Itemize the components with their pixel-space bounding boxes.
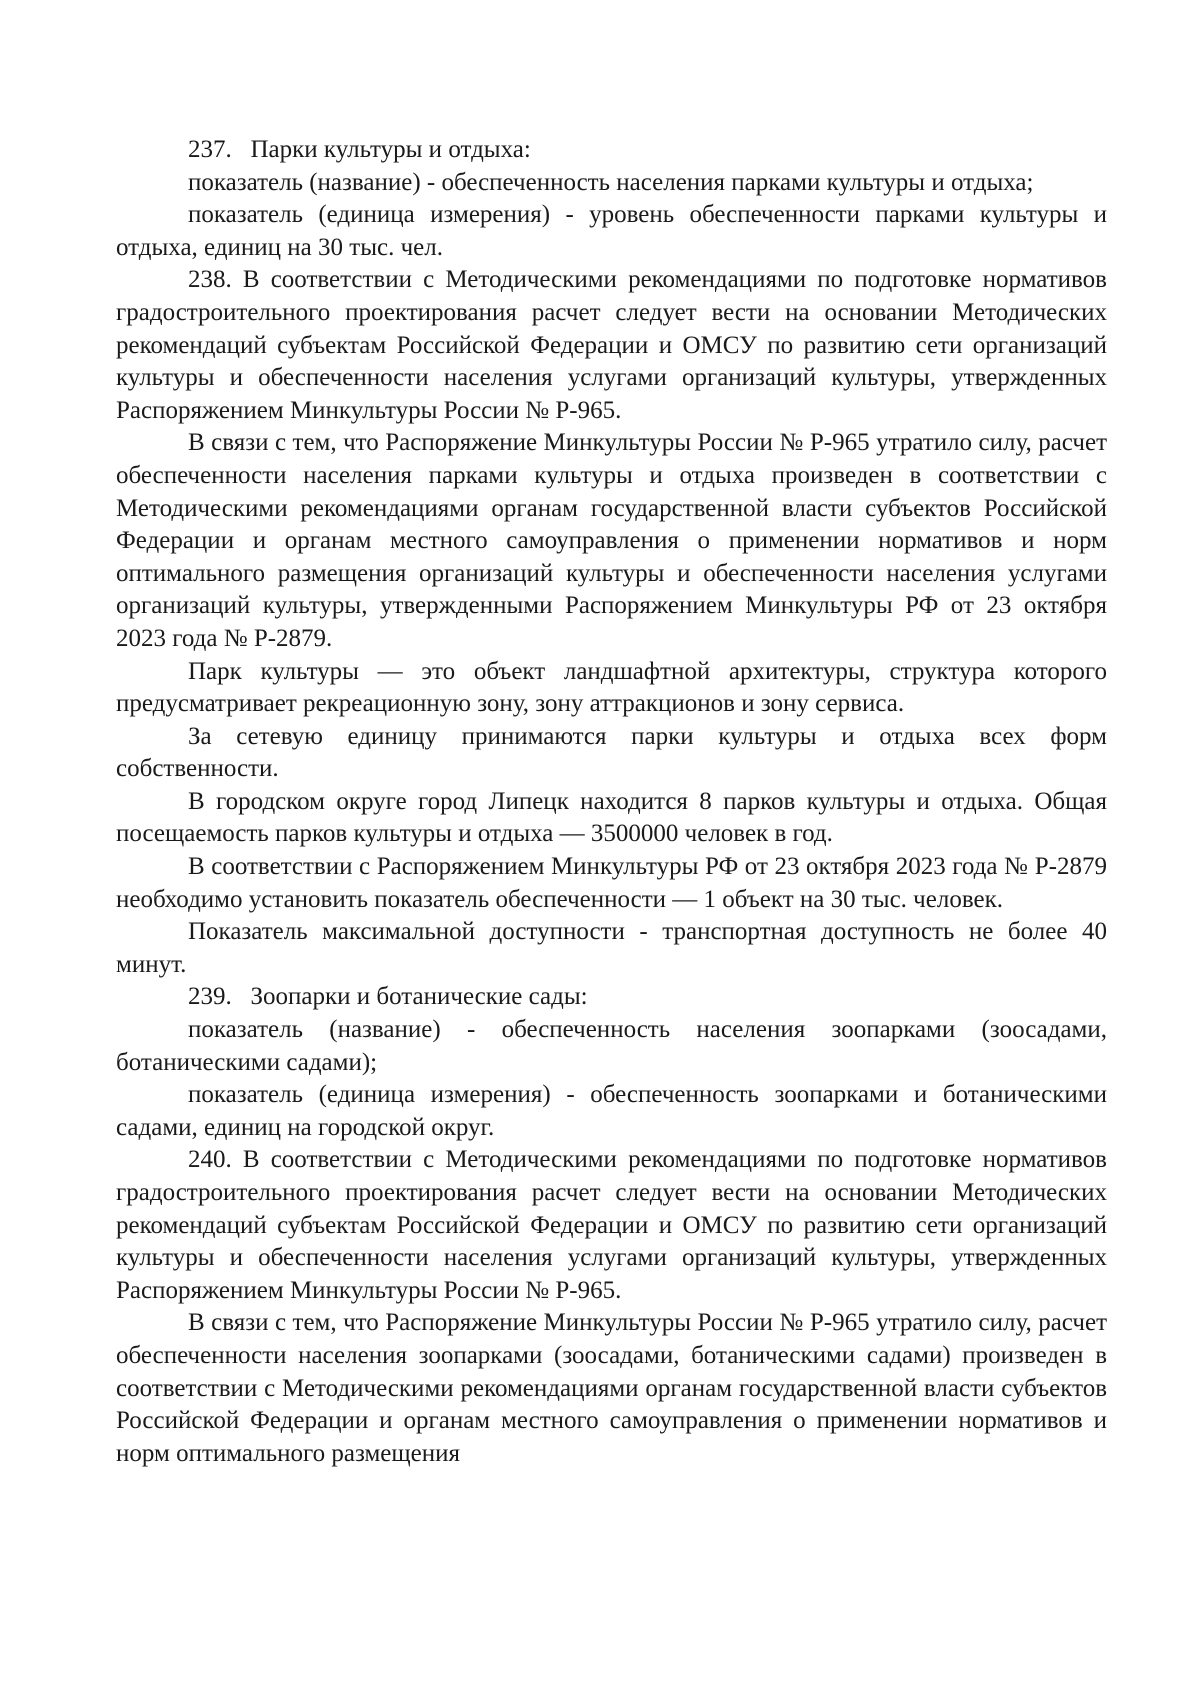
item-240-paragraph: 240. В соответствии с Методическими рекомендациями по подготовке нормативов градостроительного проектирования расчет следует вести на основании Методических рекомендаций субъектам Российской Федерации и ОМСУ по развитию сети организаций культуры и обеспеченности населения услугами организаций культуры, утвержденных Распоряжением Минкультуры России № Р-965. (116, 1146, 1107, 1304)
zoos-calculation-paragraph: В связи с тем, что Распоряжение Минкультуры России № Р-965 утратило силу, расчет обеспеченности населения зоопарками (зоосадами, ботаническими садами) произведен в соответствии с Методическими рекомендациями органам государственной власти субъектов Российской Федерации и органам местного самоуправления о применении нормативов и норм оптимального размещения (116, 1309, 1107, 1467)
max-accessibility-paragraph: Показатель максимальной доступности - транспортная доступность не более 40 минут. (116, 918, 1107, 978)
item-239-indicator-unit: показатель (единица измерения) - обеспеченность зоопарками и ботаническими садами, единиц на городской округ. (116, 1081, 1107, 1141)
parks-calculation-paragraph: В связи с тем, что Распоряжение Минкультуры России № Р-965 утратило силу, расчет обеспеченности населения парками культуры и отдыха произведен в соответствии с Методическими рекомендациями органам государственной власти субъектов Российской Федерации и органам местного самоуправления о применении нормативов и норм оптимального размещения организаций культуры и обеспеченности населения услугами организаций культуры, утвержденными Распоряжением Минкультуры РФ от 23 октября 2023 года № Р-2879. (116, 429, 1107, 652)
document-body (116, 134, 1107, 1470)
lipetsk-parks-paragraph: В городском округе город Липецк находится 8 парков культуры и отдыха. Общая посещаемость парков культуры и отдыха — 3500000 человек в год. (116, 787, 1107, 848)
provision-indicator-paragraph: В соответствии с Распоряжением Минкультуры РФ от 23 октября 2023 года № Р-2879 необходимо установить показатель обеспеченности — 1 объект на 30 тыс. человек. (116, 853, 1107, 913)
item-237-heading: 237. Парки культуры и отдыха: (188, 136, 531, 163)
item-237-indicator-name: показатель (название) - обеспеченность населения парками культуры и отдыха; (188, 168, 1034, 196)
network-unit-paragraph: За сетевую единицу принимаются парки культуры и отдыха всех форм собственности. (116, 722, 1107, 783)
item-239-heading: 239. Зоопарки и ботанические сады: (188, 983, 588, 1011)
park-definition-paragraph: Парк культуры — это объект ландшафтной архитектуры, структура которого предусматривает рекреационную зону, зону аттракционов и зону сервиса. (116, 657, 1107, 718)
item-239-indicator-name: показатель (название) - обеспеченность населения зоопарками (зоосадами, ботаническими садами); (116, 1016, 1107, 1076)
item-237-indicator-unit: показатель (единица измерения) - уровень обеспеченности парками культуры и отдыха, единиц на 30 тыс. чел. (116, 201, 1107, 261)
item-238-paragraph: 238. В соответствии с Методическими рекомендациями по подготовке нормативов градостроительного проектирования расчет следует вести на основании Методических рекомендаций субъектам Российской Федерации и ОМСУ по развитию сети организаций культуры и обеспеченности населения услугами организаций культуры, утвержденных Распоряжением Минкультуры России № Р-965. (116, 266, 1107, 424)
